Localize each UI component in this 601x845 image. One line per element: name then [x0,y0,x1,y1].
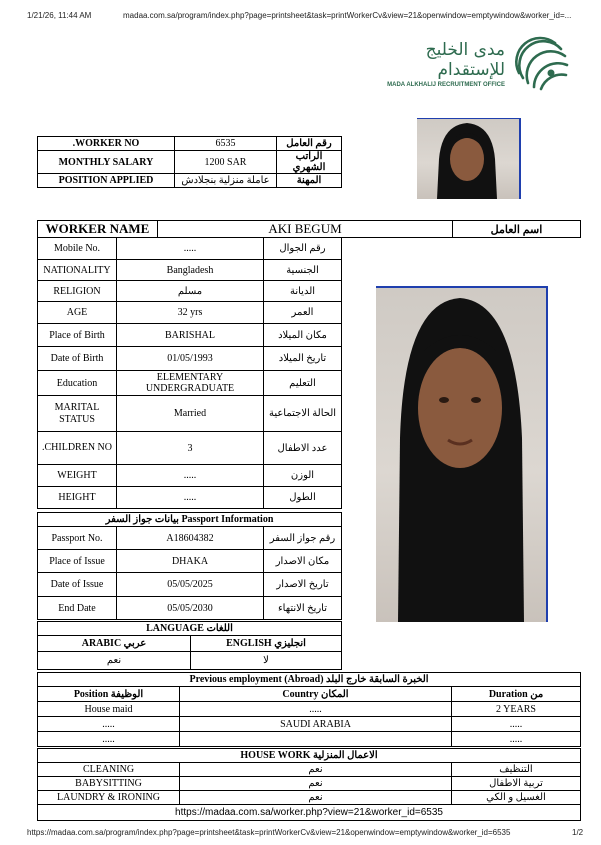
logo-text [365,40,505,88]
table-row: ARABIC عربي ENGLISH انجليزي [38,636,342,652]
language-title: LANGUAGE اللغات [38,622,342,636]
table-row: .CHILDREN NO 3 عدد الاطفال [38,432,342,465]
table-row: MARITAL STATUS Married الحالة الاجتماعية [38,396,342,432]
worker-name-table [37,220,581,238]
table-row: MONTHLY SALARY 1200 SAR الراتب الشهري [38,151,342,174]
logo-english: MADA ALKHALIJ RECRUITMENT OFFICE [387,82,505,88]
person-icon [417,119,517,199]
table-row: RELIGION مسلم الديانة [38,281,342,302]
housework-table [37,748,581,821]
worker-photo-small [417,118,521,199]
table-row [38,749,581,763]
table-row: .WORKER NO 6535 رقم العامل [38,137,342,151]
table-row: LAUNDRY & IRONING نعم الغسيل و الكي [38,791,581,805]
table-row: Place of Issue DHAKA مكان الاصدار [38,550,342,573]
table-row: Mobile No. ..... رقم الجوال [38,238,342,260]
worker-name-label: WORKER NAME [38,221,158,238]
table-row: ..... ..... [38,732,581,747]
table-row: Passport No. A18604382 رقم جواز السفر [38,527,342,550]
table-row: Place of Birth BARISHAL مكان الميلاد [38,324,342,347]
passport-table [37,512,342,620]
housework-title: HOUSE WORK الاعمال المنزلية [38,749,581,763]
print-url-bottom: https://madaa.com.sa/program/index.php?page=printsheet&task=printWorkerCv&view=21&openwindow=emptywindow&worker_id=6535 [27,828,511,837]
details-table [37,237,342,509]
print-url-top: madaa.com.sa/program/index.php?page=printsheet&task=printWorkerCv&view=21&openwindow=emptywindow&worker_id=... [123,11,572,20]
table-row: AGE 32 yrs العمر [38,302,342,324]
employment-table [37,672,581,747]
person-icon [376,288,544,622]
table-row [38,622,342,636]
table-row [38,513,342,527]
table-row: Position الوظيفة Country المكان Duration من [38,687,581,702]
logo-arabic: مدى الخليج للإستقدام [425,40,505,80]
print-datetime: 1/21/26, 11:44 AM [27,11,92,20]
table-row: Education ELEMENTARY UNDERGRADUATE التعليم [38,371,342,396]
worker-name-value: AKI BEGUM [158,221,453,238]
table-row: POSITION APPLIED عاملة منزلية بنجلادش المهنة [38,174,342,188]
passport-title: بيانات جواز السفر Passport Information [38,513,342,527]
table-row: NATIONALITY Bangladesh الجنسية [38,260,342,281]
table-row: CLEANING نعم التنظيف [38,763,581,777]
table-row: Date of Birth 01/05/1993 تاريخ الميلاد [38,347,342,371]
table-row [38,221,581,238]
table-row: BABYSITTING نعم تربية الاطفال [38,777,581,791]
employment-title: Previous employment (Abroad) الخبرة السابقة خارج البلد [38,673,581,687]
language-table [37,621,342,670]
table-row: نعم لا [38,652,342,670]
table-row: HEIGHT ..... الطول [38,487,342,509]
table-row: House maid ..... 2 YEARS [38,702,581,717]
worker-link[interactable]: https://madaa.com.sa/worker.php?view=21&worker_id=6535 [38,805,581,821]
logo-icon [511,33,571,93]
print-page-number: 1/2 [572,828,584,837]
worker-photo-large [376,286,548,622]
table-row: Date of Issue 05/05/2025 تاريخ الاصدار [38,573,342,597]
table-row [38,673,581,687]
top-info-table [37,136,342,188]
table-row [38,805,581,821]
worker-name-label-ar: اسم العامل [453,221,581,238]
table-row: End Date 05/05/2030 تاريخ الانتهاء [38,597,342,620]
table-row: ..... SAUDI ARABIA ..... [38,717,581,732]
table-row: WEIGHT ..... الوزن [38,465,342,487]
